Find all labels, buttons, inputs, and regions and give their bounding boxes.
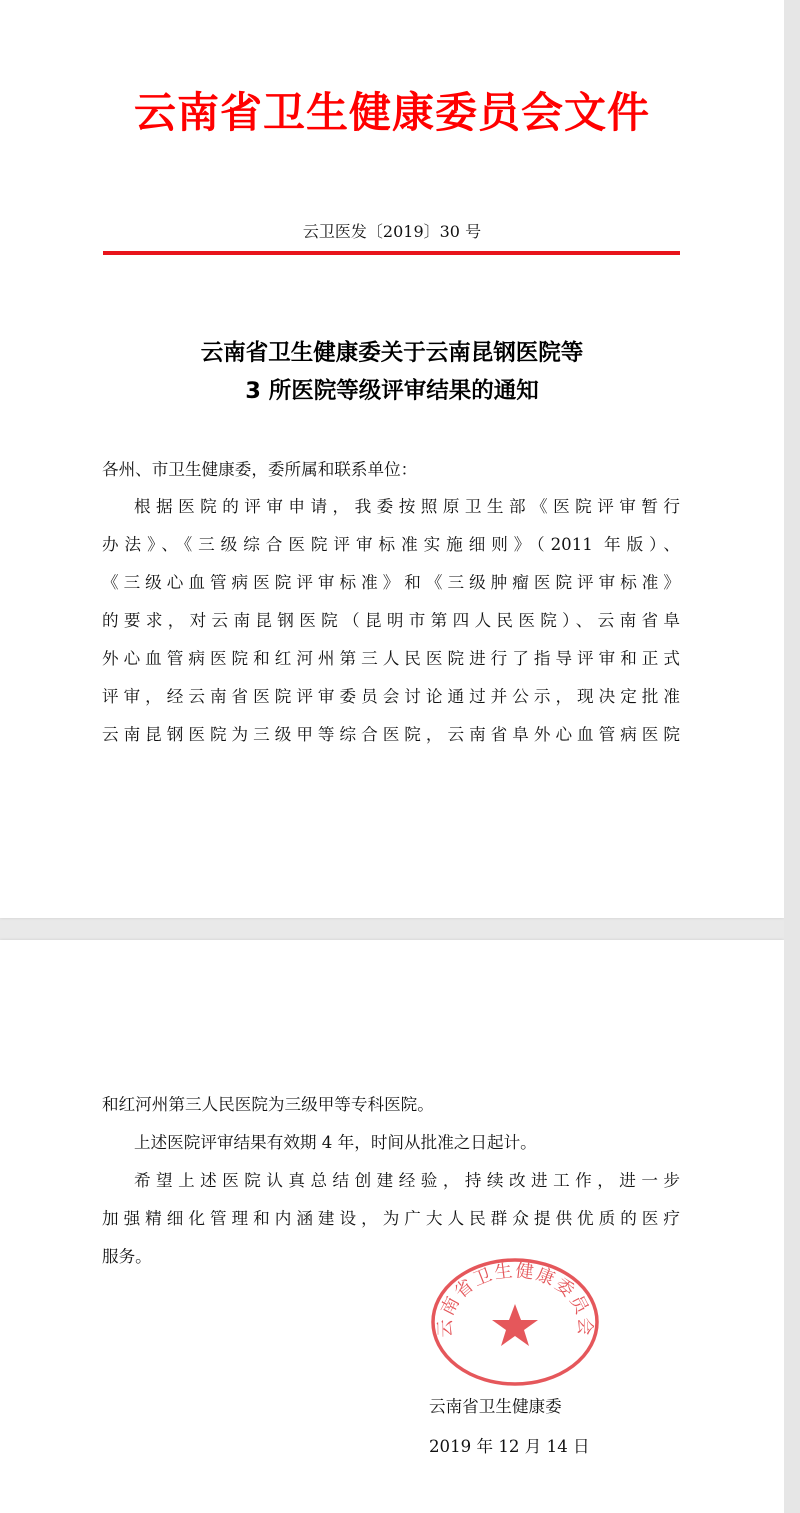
signature-organization: 云南省卫生健康委 xyxy=(429,1397,562,1416)
paragraph-line: 云南昆钢医院为三级甲等综合医院，云南省阜外心血管病医院 xyxy=(102,725,680,744)
seal-star-icon xyxy=(492,1304,538,1346)
notice-title xyxy=(0,334,784,410)
paragraph-line: 根据医院的评审申请，我委按照原卫生部《医院评审暂行 xyxy=(134,497,680,516)
official-seal xyxy=(430,1258,600,1386)
paragraph-line: 和红河州第三人民医院为三级甲等专科医院。 xyxy=(102,1095,434,1114)
document-header-title: 云南省卫生健康委员会文件 xyxy=(133,88,650,137)
salutation: 各州、市卫生健康委，委所属和联系单位： xyxy=(102,460,418,479)
svg-text:云南省卫生健康委员会: 云南省卫生健康委员会 xyxy=(434,1260,596,1338)
document-number: 云卫医发〔2019〕30 号 xyxy=(302,222,482,241)
paragraph-line: 办法》、《三级综合医院评审标准实施细则》（2011 年版）、 xyxy=(102,535,680,554)
viewer-scroll-gutter[interactable] xyxy=(784,0,800,1513)
paragraph-line: 服务。 xyxy=(102,1247,152,1266)
notice-title-line-1: 云南省卫生健康委关于云南昆钢医院等 xyxy=(200,340,584,366)
paragraph-line: 希望上述医院认真总结创建经验，持续改进工作，进一步 xyxy=(134,1171,680,1190)
header-red-rule xyxy=(103,251,680,255)
paragraph-line: 的要求，对云南昆钢医院（昆明市第四人民医院）、云南省阜 xyxy=(102,611,680,630)
signature-date: 2019 年 12 月 14 日 xyxy=(429,1437,590,1456)
paragraph-line: 评审，经云南省医院评审委员会讨论通过并公示，现决定批准 xyxy=(102,687,680,706)
paragraph-line: 上述医院评审结果有效期 4 年，时间从批准之日起计。 xyxy=(134,1133,537,1152)
notice-title-line-2: 3 所医院等级评审结果的通知 xyxy=(245,378,539,404)
paragraph-line: 加强精细化管理和内涵建设，为广大人民群众提供优质的医疗 xyxy=(102,1209,680,1228)
paragraph-line: 外心血管病医院和红河州第三人民医院进行了指导评审和正式 xyxy=(102,649,680,668)
paragraph-line: 《三级心血管病医院评审标准》和《三级肿瘤医院评审标准》 xyxy=(102,573,680,592)
